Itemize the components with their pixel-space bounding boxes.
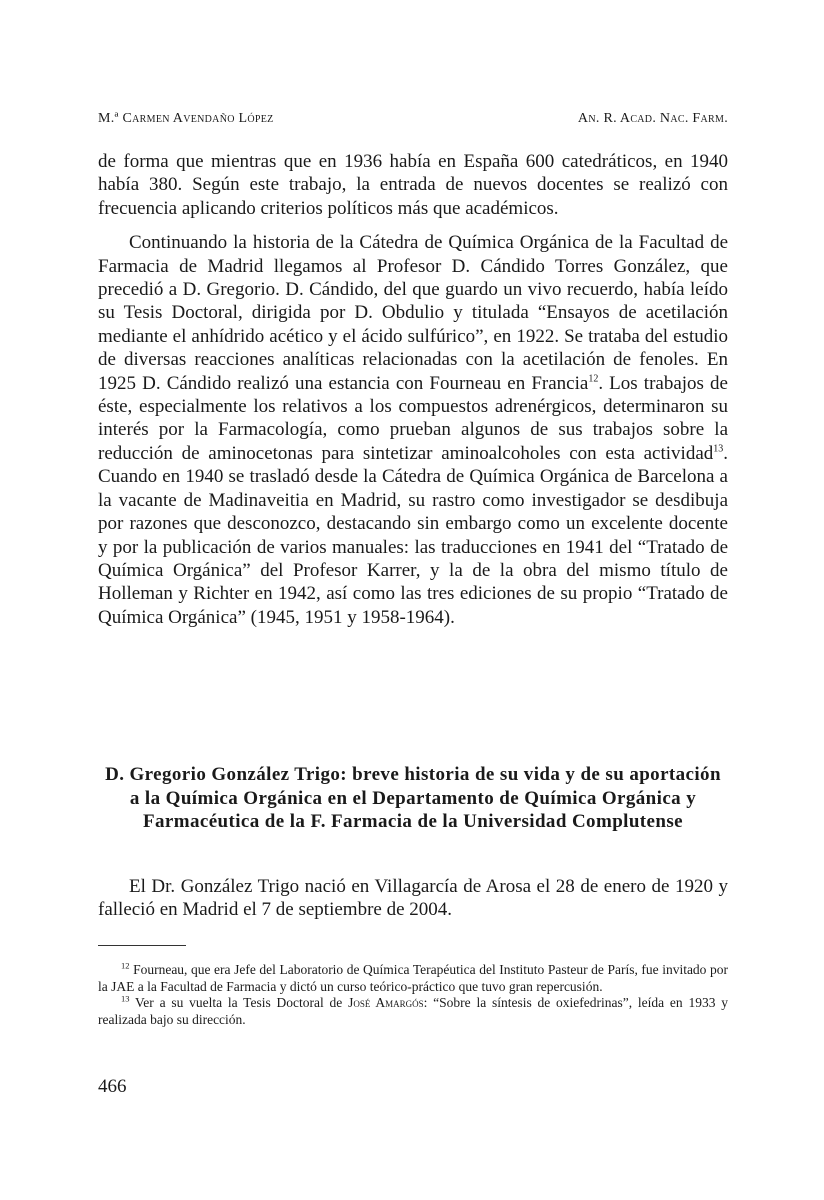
footnote-13-text-post: : “Sobre la síntesis de oxiefedrinas”, leída en 1933 y realizada bajo su dirección. (98, 995, 728, 1027)
footnote-12-text: Fourneau, que era Jefe del Laboratorio de Química Terapéutica del Instituto Pasteur de París, fue invitado por la JAE a la Facultad de Farmacia y dictó un curso teórico-práctico que tuvo gran repercusión. (98, 962, 728, 994)
paragraph-1-text: de forma que mientras que en 1936 había en España 600 catedráticos, en 1940 había 380. Según este trabajo, la entrada de nuevos docentes se realizó con frecuencia aplicando criterios políticos más que académicos. (98, 151, 728, 219)
footnote-12 (98, 962, 728, 995)
paragraph-2-text-a: Continuando la historia de la Cátedra de Química Orgánica de la Facultad de Farmacia de Madrid llegamos al Profesor D. Cándido Torres González, que precedió a D. Gregorio. D. Cándido, del que guardo un vivo recuerdo, había leído su Tesis Doctoral, dirigida por D. Obdulio y titulada “Ensayos de acetilación mediante el anhídrido acético y el ácido sulfúrico”, en 1922. Se trataba del estudio de diversas reacciones analíticas relacionadas con la acetilación de fenoles. En 1925 D. Cándido realizó una estancia con Fourneau en Francia (98, 232, 728, 394)
running-header (98, 111, 728, 131)
main-text (98, 150, 728, 629)
footnote-ref-12: 12 (588, 373, 599, 385)
paragraph-1 (98, 150, 728, 220)
section-title: D. Gregorio González Trigo: breve historia de su vida y de su aportación a la Química Orgánica en el Departamento de Química Orgánica y Farmacéutica de la F. Farmacia de la Universidad Complutense (105, 764, 721, 832)
footnotes (98, 962, 728, 1028)
paragraph-2-text-c: . Cuando en 1940 se trasladó desde la Cátedra de Química Orgánica de Barcelona a la vacante de Madinaveitia en Madrid, su rastro como investigador se desdibuja por razones que desconozco, destacando sin embargo como un excelente docente y por la publicación de varios manuales: las traducciones en 1941 del “Tratado de Química Orgánica” del Profesor Karrer, y la de la obra del mismo título de Holleman y Richter en 1942, así como las tres ediciones de su propio “Tratado de Química Orgánica” (1945, 1951 y 1958-1964). (98, 442, 728, 628)
header-journal: An. R. Acad. Nac. Farm. (577, 111, 728, 126)
footnote-13-text-pre: Ver a su vuelta la Tesis Doctoral de (129, 995, 349, 1011)
section-body (98, 875, 728, 922)
paragraph-2 (98, 231, 728, 629)
footnote-divider (98, 945, 186, 946)
footnote-13-number: 13 (121, 993, 130, 1004)
footnote-13-author: José Amargós (348, 995, 424, 1011)
footnote-ref-13: 13 (713, 443, 724, 455)
page-number: 466 (98, 1076, 127, 1097)
footnote-12-number: 12 (121, 960, 130, 971)
footnote-13 (98, 995, 728, 1028)
paragraph-3 (98, 875, 728, 922)
header-author: M.ª Carmen Avendaño López (98, 111, 274, 126)
paragraph-2-text-b: . Los trabajos de éste, especialmente los relativos a los compuestos adrenérgicos, determinaron su interés por la Farmacología, como prueban algunos de sus trabajos sobre la reducción de aminocetonas para sintetizar aminoalcoholes con esta actividad (98, 372, 728, 464)
paragraph-3-text: El Dr. González Trigo nació en Villagarcía de Arosa el 28 de enero de 1920 y falleció en Madrid el 7 de septiembre de 2004. (98, 876, 728, 921)
